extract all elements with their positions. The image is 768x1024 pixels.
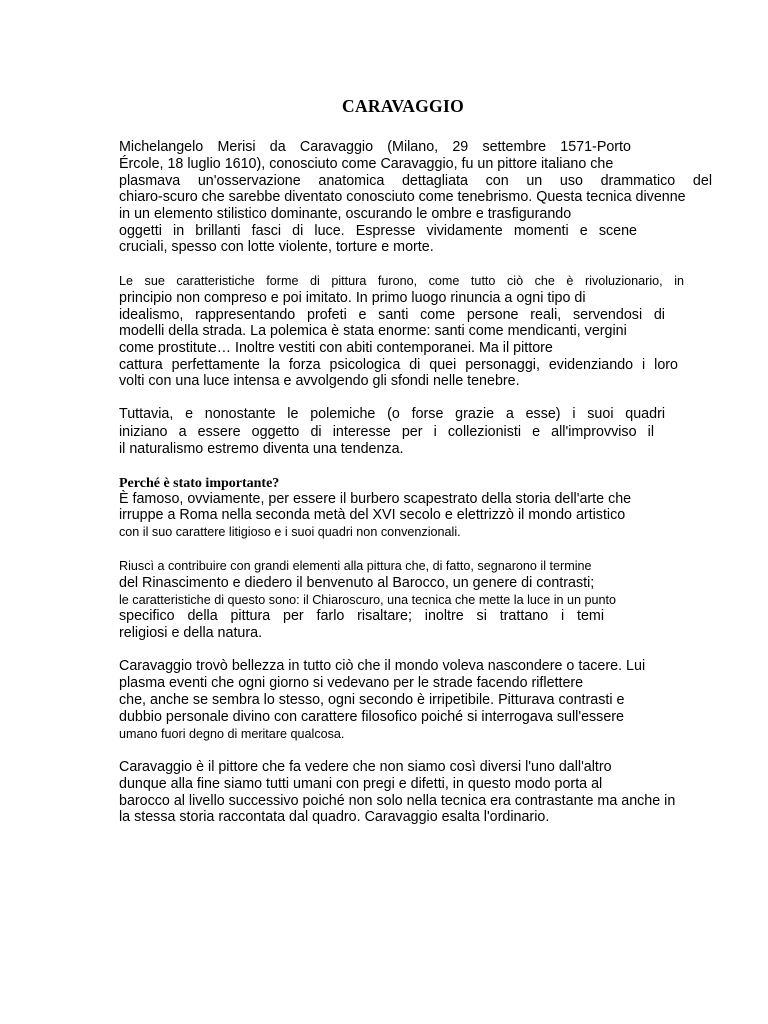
paragraph-2-line: idealismo, rappresentando profeti e santi come persone reali, servendosi di [119, 307, 665, 323]
paragraph-5-line: del Rinascimento e diedero il benvenuto al Barocco, un genere di contrasti; [119, 575, 595, 591]
paragraph-5-line: specifico della pittura per farlo risaltare; inoltre si trattano i temi [119, 608, 604, 624]
paragraph-1-line: cruciali, spesso con lotte violente, torture e morte. [119, 239, 434, 255]
paragraph-5-line: religiosi e della natura. [119, 625, 263, 641]
paragraph-3-line: il naturalismo estremo diventa una tendenza. [119, 441, 404, 457]
paragraph-6-line: che, anche se sembra lo stesso, ogni secondo è irripetibile. Pitturava contrasti e [119, 692, 625, 708]
paragraph-3-line: Tuttavia, e nonostante le polemiche (o forse grazie a esse) i suoi quadri [119, 406, 665, 422]
paragraph-7-line: barocco al livello successivo poiché non solo nella tecnica era contrastante ma anche in [119, 793, 676, 809]
document-title: CARAVAGGIO [342, 96, 464, 116]
paragraph-7-line: dunque alla fine siamo tutti umani con pregi e difetti, in questo modo porta al [119, 776, 603, 792]
paragraph-7-line: Caravaggio è il pittore che fa vedere che non siamo così diversi l'uno dall'altro [119, 759, 612, 775]
paragraph-4-line: con il suo carattere litigioso e i suoi quadri non convenzionali. [119, 525, 461, 539]
paragraph-2-line: volti con una luce intensa e avvolgendo gli sfondi nelle tenebre. [119, 373, 520, 389]
paragraph-6-line: dubbio personale divino con carattere filosofico poiché si interrogava sull'essere [119, 709, 624, 725]
paragraph-1-line: Ércole, 18 luglio 1610), conosciuto come Caravaggio, fu un pittore italiano che [119, 156, 614, 172]
paragraph-2-line: modelli della strada. La polemica è stata enorme: santi come mendicanti, vergini [119, 323, 627, 339]
section-heading: Perché è stato importante? [119, 476, 280, 491]
paragraph-1-line: plasmava un'osservazione anatomica dettagliata con un uso drammatico del [119, 173, 712, 189]
paragraph-2-line: come prostitute… Inoltre vestiti con abiti contemporanei. Ma il pittore [119, 340, 553, 356]
paragraph-4-line: irruppe a Roma nella seconda metà del XVI secolo e elettrizzò il mondo artistico [119, 507, 626, 523]
paragraph-6-line: Caravaggio trovò bellezza in tutto ciò che il mondo voleva nascondere o tacere. Lui [119, 658, 646, 674]
paragraph-1-line: oggetti in brillanti fasci di luce. Espresse vividamente momenti e scene [119, 223, 637, 239]
paragraph-5-line: Riuscì a contribuire con grandi elementi alla pittura che, di fatto, segnarono il termine [119, 559, 592, 573]
paragraph-1-line: in un elemento stilistico dominante, oscurando le ombre e trasfigurando [119, 206, 572, 222]
paragraph-6-line: plasma eventi che ogni giorno si vedevano per le strade facendo riflettere [119, 675, 584, 691]
paragraph-2-line: principio non compreso e poi imitato. In primo luogo rinuncia a ogni tipo di [119, 290, 586, 306]
paragraph-1-line: Michelangelo Merisi da Caravaggio (Milano, 29 settembre 1571-Porto [119, 139, 631, 155]
paragraph-4-line: È famoso, ovviamente, per essere il burbero scapestrato della storia dell'arte che [119, 491, 632, 507]
paragraph-2-line: cattura perfettamente la forza psicologica di quei personaggi, evidenziando i loro [119, 357, 678, 373]
paragraph-3-line: iniziano a essere oggetto di interesse per i collezionisti e all'improvviso il [119, 424, 654, 440]
paragraph-1-line: chiaro-scuro che sarebbe diventato conosciuto come tenebrismo. Questa tecnica divenne [119, 189, 686, 205]
paragraph-5-line: le caratteristiche di questo sono: il Chiaroscuro, una tecnica che mette la luce in un punto [119, 593, 617, 607]
paragraph-2-line: Le sue caratteristiche forme di pittura furono, come tutto ciò che è rivoluzionario, in [119, 274, 684, 288]
paragraph-7-line: la stessa storia raccontata dal quadro. Caravaggio esalta l'ordinario. [119, 809, 550, 825]
paragraph-6-line: umano fuori degno di meritare qualcosa. [119, 727, 345, 741]
